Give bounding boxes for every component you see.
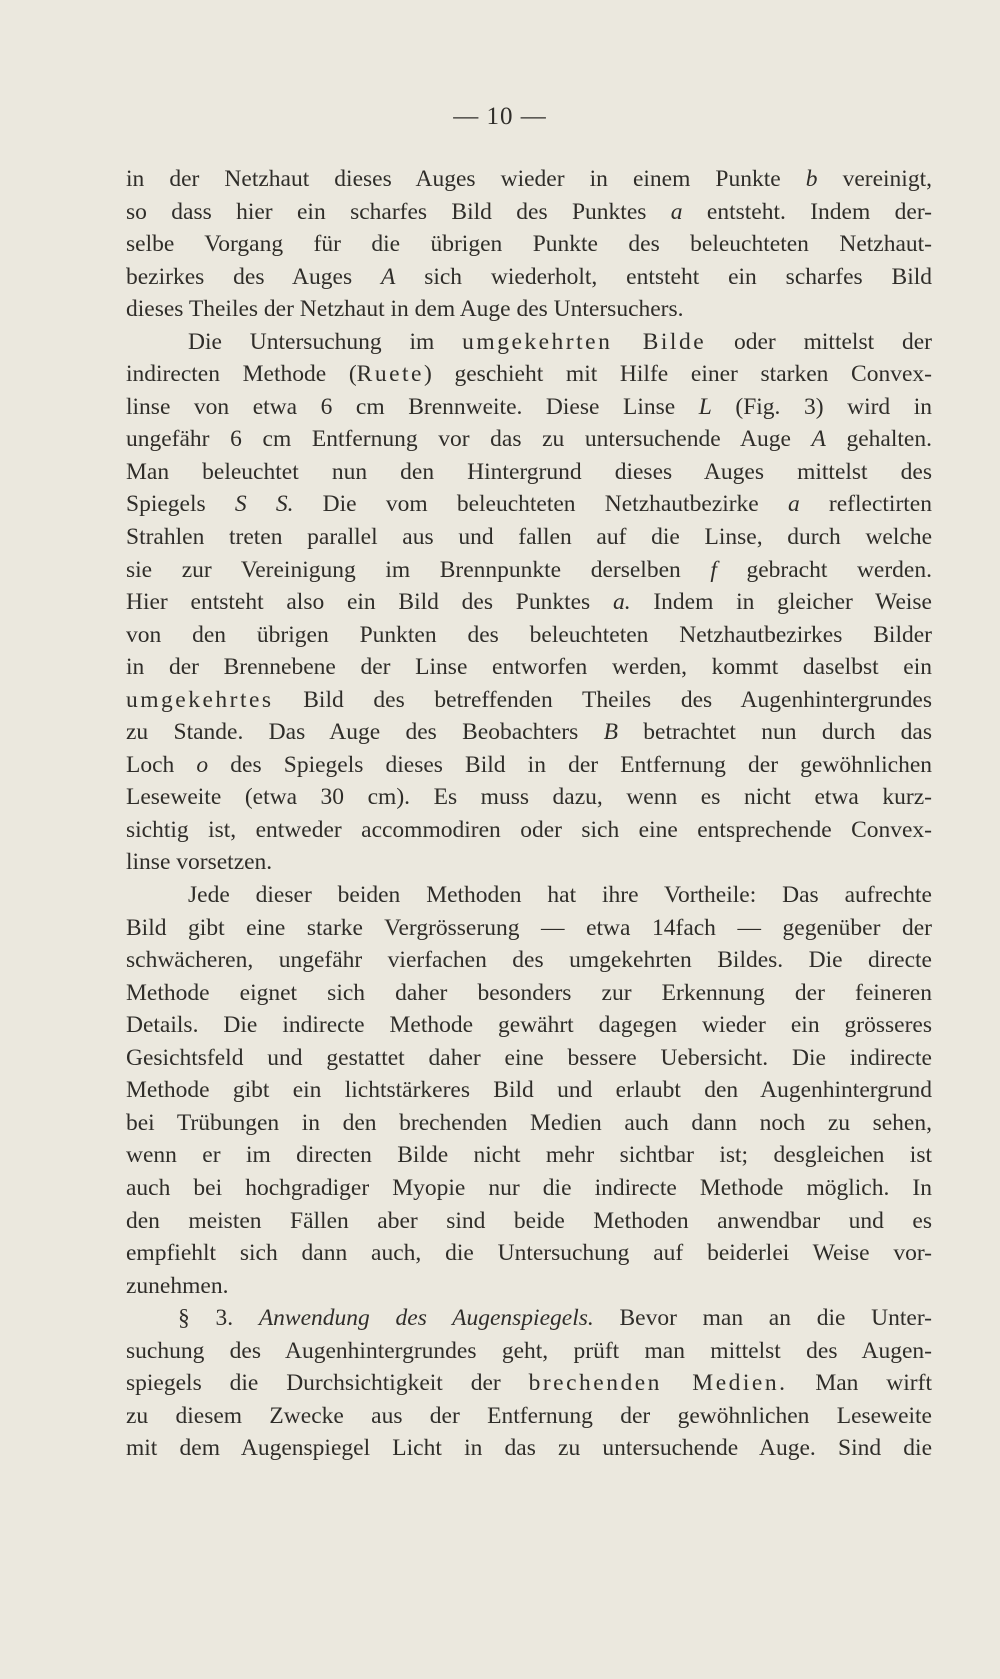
italic-text: a (787, 491, 800, 518)
text-run: (Fig. 3) wird in (711, 393, 932, 420)
text-run: den meisten Fällen aber sind beide Methoden anwendbar und es (126, 1207, 932, 1234)
text-run: Bild des betreffenden Theiles des Augenhintergrundes (273, 686, 932, 713)
text-run: von den übrigen Punkten des beleuchteten Netzhautbezirkes Bilder (126, 621, 932, 648)
text-run: Man wirft (787, 1370, 932, 1397)
text-line (126, 196, 932, 229)
text-line (126, 1009, 932, 1042)
text-line (126, 912, 932, 945)
italic-text: f (710, 556, 717, 583)
spaced-text: brechenden Medien. (528, 1370, 788, 1397)
text-line (126, 1205, 932, 1238)
text-run: Methode eignet sich daher besonders zur Erkennung der feineren (126, 979, 932, 1006)
text-run: bezirkes des Auges (126, 263, 381, 290)
text-run: dieses Theiles der Netzhaut in dem Auge des Untersuchers. (126, 296, 684, 323)
italic-text: A (380, 263, 396, 290)
text-line (126, 488, 932, 521)
text-line (126, 1400, 932, 1433)
spaced-text: umgekehrten Bilde (462, 328, 707, 355)
text-line (126, 619, 932, 652)
text-line (126, 1367, 932, 1400)
text-run: Die Untersuchung im (188, 328, 463, 355)
text-line (126, 1042, 932, 1075)
text-line (126, 1074, 932, 1107)
text-line (126, 358, 932, 391)
text-run: in der Netzhaut dieses Auges wieder in einem Punkte (126, 166, 806, 192)
text-run: des Spiegels dieses Bild in der Entfernung der gewöhnlichen (208, 751, 932, 778)
text-run: gebracht werden. (716, 556, 932, 583)
text-line (126, 521, 932, 554)
text-run: betrachtet nun durch das (617, 719, 932, 746)
text-run: gehalten. (825, 426, 932, 453)
text-run: oder mittelst der (706, 328, 933, 355)
text-line (126, 391, 932, 424)
text-run: reflectirten (799, 491, 932, 518)
text-line (126, 1107, 932, 1140)
text-line (126, 814, 932, 847)
italic-text: a (670, 198, 683, 225)
text-run: sichtig ist, entweder accommodiren oder sich eine entsprechende Convex- (126, 816, 932, 843)
text-run: schwächeren, ungefähr vierfachen des umgekehrten Bildes. Die directe (126, 947, 932, 974)
text-line (126, 749, 932, 782)
text-run: empfiehlt sich dann auch, die Untersuchung auf beiderlei Weise vor- (126, 1240, 932, 1267)
text-line (126, 977, 932, 1010)
text-line (126, 423, 932, 456)
text-run: Die vom beleuchteten Netzhautbezirke (293, 491, 788, 518)
text-run: Man beleuchtet nun den Hintergrund dieses Auges mittelst des (126, 458, 932, 485)
text-run: Bevor man an die Unter- (593, 1305, 932, 1332)
text-line (126, 293, 932, 326)
text-run: Strahlen treten parallel aus und fallen auf die Linse, durch welche (126, 524, 932, 551)
italic-text: a. (612, 589, 631, 616)
text-run: auch bei hochgradiger Myopie nur die indirecte Methode möglich. In (126, 1174, 932, 1201)
text-run: sich wiederholt, entsteht ein scharfes Bild (395, 263, 932, 290)
text-line (126, 456, 932, 489)
text-line (126, 1432, 932, 1465)
text-line (126, 1335, 932, 1368)
italic-text: A (811, 426, 826, 453)
text-run: suchung des Augenhintergrundes geht, prüft man mittelst des Augen- (126, 1337, 932, 1364)
italic-text: S S. (234, 491, 294, 518)
page-number: — 10 — (453, 103, 547, 130)
text-line (126, 1237, 932, 1270)
spaced-text: Ruete (356, 361, 424, 388)
text-line (126, 228, 932, 261)
text-run: indirecten Methode ( (126, 361, 357, 388)
italic-text: B (603, 719, 618, 746)
text-run: sie zur Vereinigung im Brennpunkte derselben (126, 556, 711, 583)
text-line (126, 554, 932, 587)
text-line (126, 651, 932, 684)
text-run: Gesichtsfeld und gestattet daher eine bessere Uebersicht. Die indirecte (126, 1044, 932, 1071)
text-run: ungefähr 6 cm Entfernung vor das zu untersuchende Auge (126, 426, 812, 453)
text-run: bei Trübungen in den brechenden Medien auch dann noch zu sehen, (126, 1109, 932, 1136)
text-line (126, 261, 932, 294)
text-run: so dass hier ein scharfes Bild des Punktes (126, 198, 671, 225)
text-run: spiegels die Durchsichtigkeit der (126, 1370, 529, 1397)
text-line (126, 1270, 932, 1303)
text-run: zu diesem Zwecke aus der Entfernung der gewöhnlichen Leseweite (126, 1402, 932, 1429)
spaced-text: umgekehrtes (126, 686, 274, 713)
text-line (126, 684, 932, 717)
text-run: linse vorsetzen. (126, 849, 273, 876)
text-line (126, 944, 932, 977)
text-run: Spiegels (126, 491, 235, 518)
text-line (126, 163, 932, 196)
text-run: in der Brennebene der Linse entworfen werden, kommt daselbst ein (126, 654, 932, 681)
text-run: wenn er im directen Bilde nicht mehr sichtbar ist; desgleichen ist (126, 1142, 932, 1169)
text-run: § 3. (178, 1305, 259, 1332)
text-line (126, 846, 932, 879)
text-run: Jede dieser beiden Methoden hat ihre Vortheile: Das aufrechte (188, 882, 932, 909)
text-run: ) geschieht mit Hilfe einer starken Convex- (424, 361, 932, 388)
text-line (126, 1139, 932, 1172)
text-line (126, 586, 932, 619)
italic-text: Anwendung des Augenspiegels. (258, 1305, 594, 1332)
italic-text: L (698, 393, 712, 420)
text-run: entsteht. Indem der- (682, 198, 932, 225)
text-run: Methode gibt ein lichtstärkeres Bild und erlaubt den Augenhintergrund (126, 1077, 932, 1104)
text-run: Loch (126, 751, 197, 778)
text-run: vereinigt, (817, 166, 932, 192)
body-text (126, 163, 932, 1465)
text-line (126, 1302, 932, 1335)
text-line (126, 716, 932, 749)
text-run: zu Stande. Das Auge des Beobachters (126, 719, 604, 746)
text-run: Hier entsteht also ein Bild des Punktes (126, 589, 613, 616)
text-run: zunehmen. (126, 1272, 229, 1299)
text-line (126, 879, 932, 912)
text-run: linse von etwa 6 cm Brennweite. Diese Linse (126, 393, 699, 420)
text-run: Details. Die indirecte Methode gewährt dagegen wieder ein grösseres (126, 1012, 932, 1039)
text-line (126, 326, 932, 359)
text-run: Indem in gleicher Weise (630, 589, 932, 616)
italic-text: o (196, 751, 209, 778)
italic-text: b (805, 166, 818, 192)
text-run: selbe Vorgang für die übrigen Punkte des beleuchteten Netzhaut- (126, 231, 932, 258)
text-run: Leseweite (etwa 30 cm). Es muss dazu, wenn es nicht etwa kurz- (126, 784, 932, 811)
text-run: mit dem Augenspiegel Licht in das zu untersuchende Auge. Sind die (126, 1435, 932, 1462)
text-line (126, 1172, 932, 1205)
text-run: Bild gibt eine starke Vergrösserung — etwa 14fach — gegenüber der (126, 914, 932, 941)
text-line (126, 781, 932, 814)
